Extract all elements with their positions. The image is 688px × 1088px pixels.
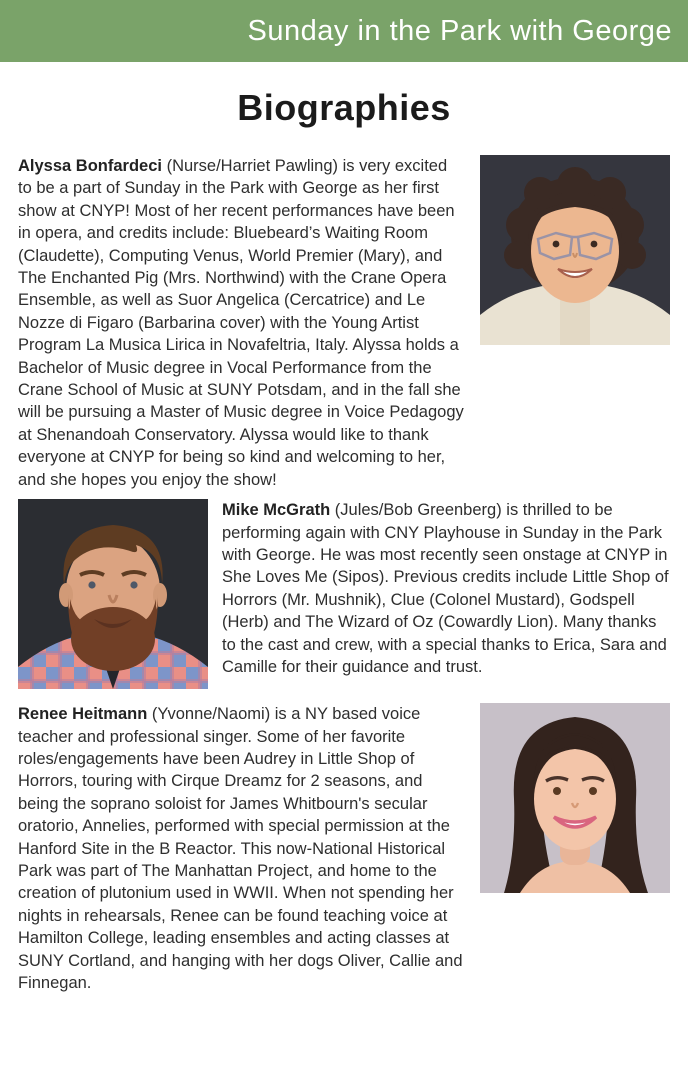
mike-portrait-image <box>18 499 208 689</box>
bio-body-renee: (Yvonne/Naomi) is a NY based voice teacher and professional singer. Some of her favorite roles/engagements have been Audrey in Little Shop of Horrors, touring with Cirque Dreamz for 2 seasons, and being the soprano soloist for James Whitbourn's secular oratorio, Annelies, performed with special permission at the Hanford Site in the B Reactor. This now-National Historical Park was part of The Manhattan Project, and home to the creation of plutonium used in WWII. When not spending her nights in rehearsals, Renee can be found teaching voice at Hamilton College, leading ensembles and acting classes at SUNY Cortland, and hanging with her dogs Oliver, Callie and Finnegan. <box>18 705 463 992</box>
renee-headshot-photo <box>480 703 670 893</box>
show-title: Sunday in the Park with George <box>247 14 672 47</box>
page-title: Biographies <box>237 87 451 128</box>
bio-text-renee <box>18 703 464 994</box>
bio-section-mike <box>18 499 670 689</box>
bio-section-alyssa <box>18 155 670 491</box>
renee-portrait-image <box>480 703 670 893</box>
bio-name-renee: Renee Heitmann <box>18 705 148 724</box>
bio-name-mike: Mike McGrath <box>222 501 331 520</box>
bio-name-alyssa: Alyssa Bonfardeci <box>18 157 162 175</box>
bio-body-mike: (Jules/Bob Greenberg) is thrilled to be performing again with CNY Playhouse in Sunday in the Park with George. He was most recently seen onstage at CNYP in She Loves Me (Sipos). Previous credits include Little Shop of Horrors (Mr. Mushnik), Clue (Colonel Mustard), Godspell (Herb) and The Wizard of Oz (Cowardly Lion). Many thanks to the cast and crew, with a special thanks to Erica, Sara and Camille for their guidance and trust. <box>222 501 669 676</box>
bio-section-renee <box>18 703 670 994</box>
bio-body-alyssa: (Nurse/Harriet Pawling) is very excited to be a part of Sunday in the Park with George as her first show at CNYP! Most of her recent performances have been in opera, and credits include: Bluebeard’s Waiting Room (Claudette), Computing Venus, World Premier (Mary), and The Enchanted Pig (Mrs. Northwind) with the Crane Opera Ensemble, as well as Suor Angelica (Cercatrice) and Le Nozze di Figaro (Barbarina cover) with the Young Artist Program La Musica Lirica in Novafeltria, Italy. Alyssa holds a Bachelor of Music degree in Vocal Performance from the Crane School of Music at SUNY Potsdam, and in the fall she will be pursuing a Master of Music degree in Voice Pedagogy at Shenandoah Conservatory. Alyssa would like to thank everyone at CNYP for being so kind and welcoming to her, and she hopes you enjoy the show! <box>18 157 464 489</box>
mike-headshot-photo <box>18 499 208 689</box>
bio-text-alyssa <box>18 155 464 491</box>
alyssa-portrait-image <box>480 155 670 345</box>
header-bar <box>0 0 688 62</box>
alyssa-headshot-photo <box>480 155 670 345</box>
bio-text-mike <box>222 499 670 678</box>
